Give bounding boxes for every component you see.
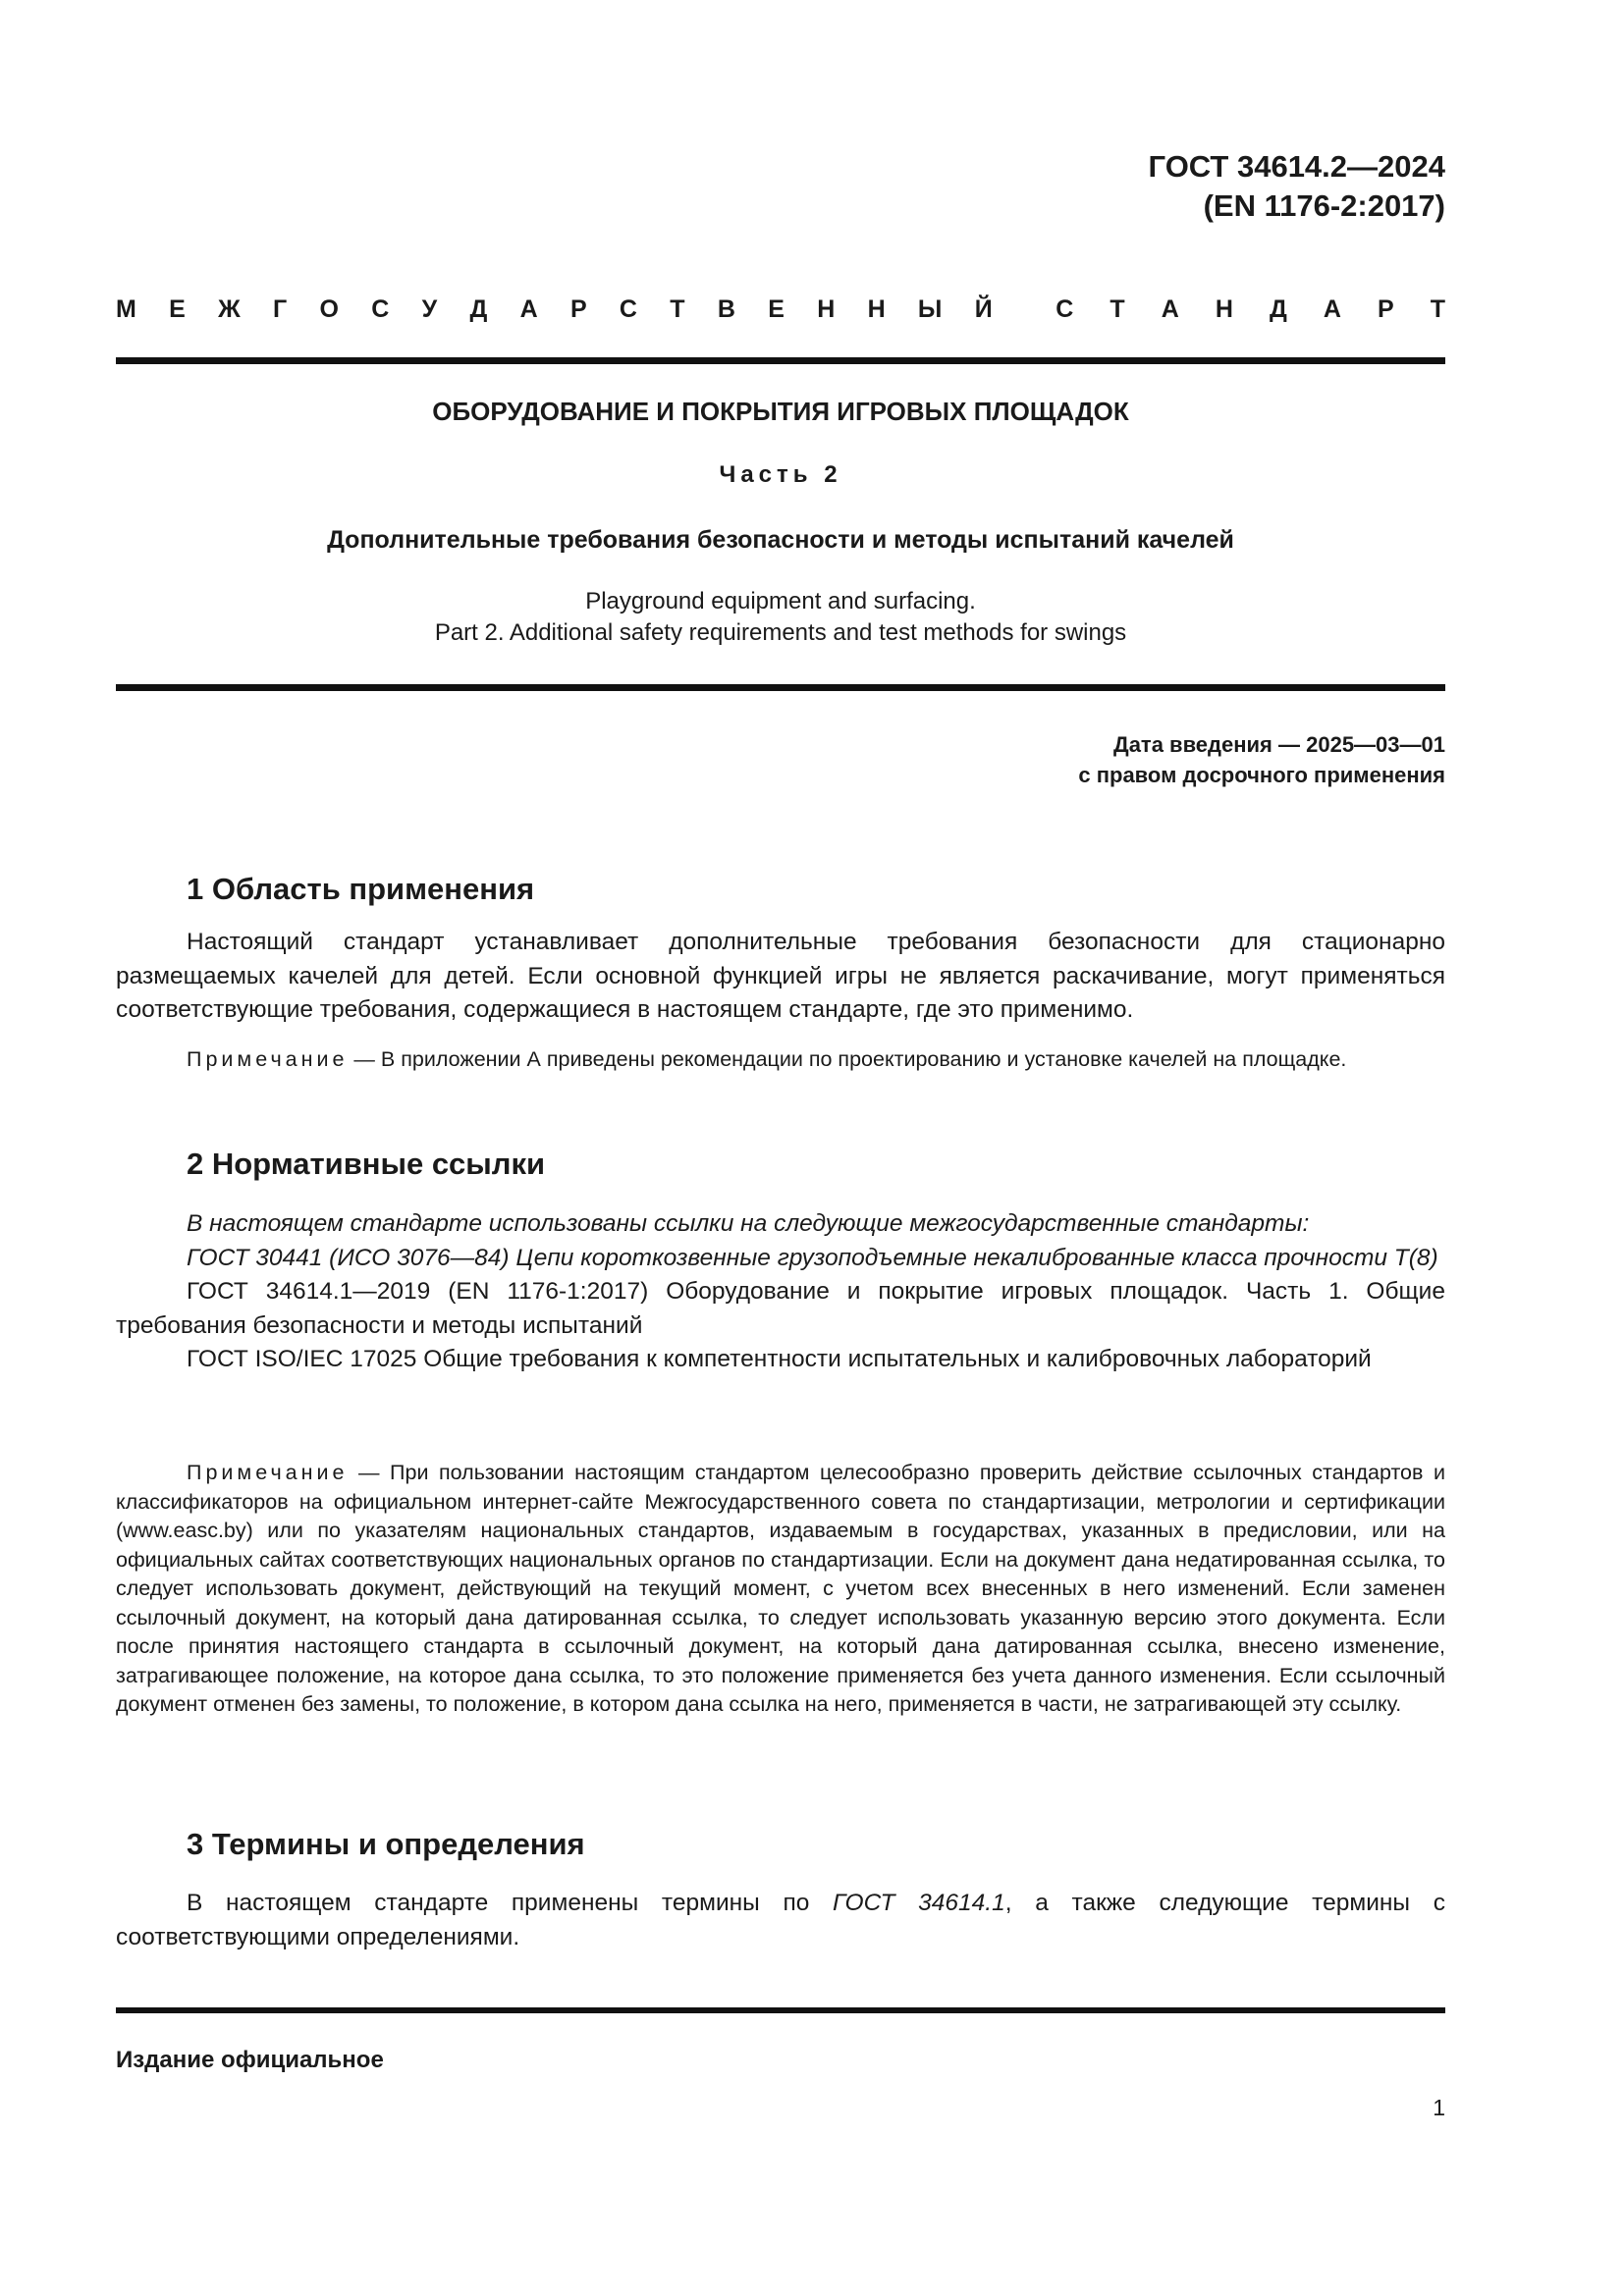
official-edition-label: Издание официальное: [116, 2047, 384, 2073]
note-label: Примечание: [187, 1461, 349, 1484]
section-1-text: Настоящий стандарт устанавливает дополнительные требования безопасности для стационарно размещаемых качелей для детей. Если основной функцией игры не является раскачивание, могут применяться соответствующие требования, содержащиеся в настоящем стандарте, где это применимо.: [116, 929, 1445, 1023]
section-3-body: [116, 1887, 1445, 1954]
document-title: ОБОРУДОВАНИЕ И ПОКРЫТИЯ ИГРОВЫХ ПЛОЩАДОК: [432, 397, 1129, 426]
references-intro: В настоящем стандарте использованы ссылки на следующие межгосударственные стандарты:: [187, 1210, 1310, 1237]
english-title-line-2: Part 2. Additional safety requirements and test methods for swings: [434, 619, 1127, 646]
english-title: [116, 586, 1445, 649]
reference-gost-34614-1: ГОСТ 34614.1—2019 (EN 1176-1:2017) Оборудование и покрытие игровых площадок. Часть 1. Общие требования безопасности и методы испытаний: [116, 1278, 1445, 1339]
title-rule: [116, 684, 1445, 691]
top-rule: [116, 357, 1445, 364]
section-2-body: [116, 1207, 1445, 1377]
reference-gost-30441: ГОСТ 30441 (ИСО 3076—84) Цепи короткозвенные грузоподъемные некалиброванные класса прочности Т(8): [187, 1244, 1438, 1271]
reference-iso-iec-17025: ГОСТ ISO/IEC 17025 Общие требования к компетентности испытательных и калибровочных лабораторий: [187, 1346, 1372, 1372]
section-3-text: В настоящем стандарте применены термины по ГОСТ 34614.1, а также следующие термины с соответствующими определениями.: [116, 1890, 1445, 1950]
note-text: — В приложении А приведены рекомендации по проектированию и установке качелей на площадке.: [348, 1047, 1347, 1071]
introduction-date-line: Дата введения — 2025—03—01: [1113, 732, 1445, 757]
interstate-word-1: М Е Ж Г О С У Д А Р С Т В Е Н Н Ы Й: [116, 295, 993, 323]
section-2-note: [116, 1459, 1445, 1720]
english-title-line-1: Playground equipment and surfacing.: [585, 588, 976, 614]
note-label: Примечание: [187, 1047, 349, 1071]
document-part: Часть 2: [719, 461, 842, 488]
section-3-heading: 3 Термины и определения: [187, 1827, 585, 1861]
designation-en: (EN 1176-2:2017): [1203, 188, 1445, 223]
introduction-date: [1078, 729, 1445, 790]
interstate-standard-banner: [116, 294, 1445, 324]
interstate-word-2: С Т А Н Д А Р Т: [1056, 295, 1445, 323]
designation-gost: ГОСТ 34614.2—2024: [1148, 149, 1445, 184]
early-application-line: с правом досрочного применения: [1078, 763, 1445, 787]
section-2-heading: 2 Нормативные ссылки: [187, 1147, 546, 1181]
note-text: — При пользовании настоящим стандартом целесообразно проверить действие ссылочных стандартов и классификаторов на официальном интернет-сайте Межгосударственного совета по стандартизации, метрологии и сертификации (www.easc.by) или по указателям национальных стандартов, издаваемым в государствах, указанных в предисловии, или на официальных сайтах соответствующих национальных органов по стандартизации. Если на документ дана недатированная ссылка, то следует использовать документ, действующий на текущий момент, с учетом всех внесенных в него изменений. Если заменен ссылочный документ, на который дана датированная ссылка, то следует использовать указанную версию этого документа. Если после принятия настоящего стандарта в ссылочный документ, на который дана датированная ссылка, внесено изменение, затрагивающее положение, на которое дана ссылка, то это положение применяется без учета данного изменения. Если ссылочный документ отменен без замены, то положение, в котором дана ссылка на него, применяется в части, не затрагивающей эту ссылку.: [116, 1461, 1445, 1716]
page-number: 1: [1433, 2095, 1445, 2120]
section-1-note: [116, 1045, 1445, 1075]
section-1-heading: 1 Область применения: [187, 872, 535, 906]
inline-reference: ГОСТ 34614.1: [833, 1890, 1005, 1916]
section-1-body: [116, 926, 1445, 1028]
standard-designation: [1149, 147, 1445, 226]
document-subtitle: Дополнительные требования безопасности и методы испытаний качелей: [327, 526, 1234, 554]
bottom-rule: [116, 2007, 1445, 2013]
